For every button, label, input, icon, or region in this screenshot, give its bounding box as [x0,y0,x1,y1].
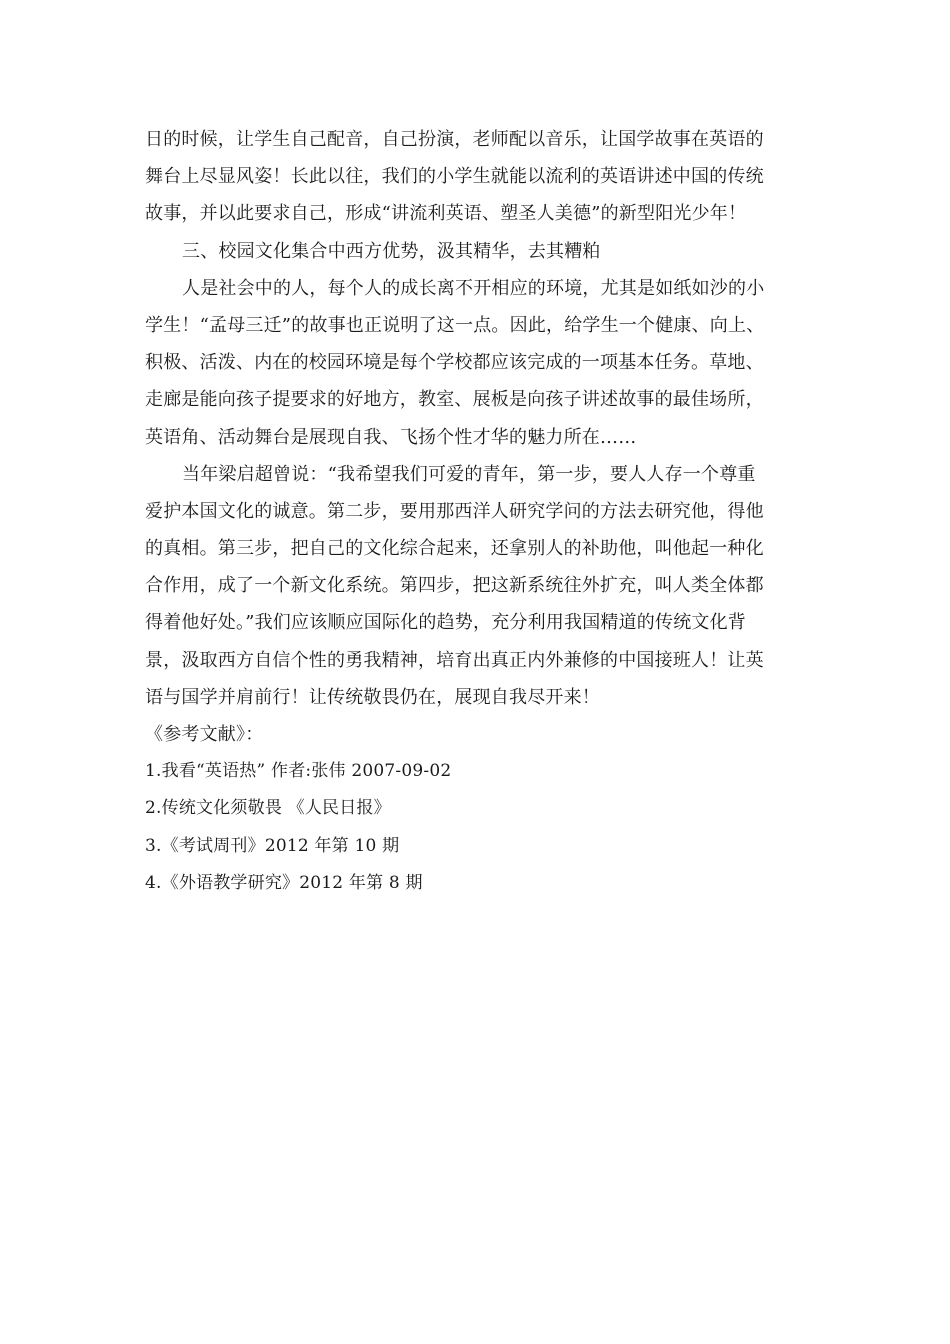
reference-item: 4.《外语教学研究》2012 年第 8 期 [145,872,423,893]
paragraph-line: 人是社会中的人，每个人的成长离不开相应的环境，尤其是如纸如沙的小 [182,277,765,299]
reference-item: 2.传统文化须敬畏 《人民日报》 [145,798,391,819]
paragraph-line: 舞台上尽显风姿！长此以往，我们的小学生就能以流利的英语讲述中国的传统 [145,166,764,188]
references-heading: 《参考文献》： [145,724,264,745]
paragraph-line: 走廊是能向孩子提要求的好地方，教室、展板是向孩子讲述故事的最佳场所， [145,389,764,411]
paragraph-line: 积极、活泼、内在的校园环境是每个学校都应该完成的一项基本任务。草地、 [145,352,764,374]
paragraph-line: 景，汲取西方自信个性的勇我精神，培育出真正内外兼修的中国接班人！让英 [145,649,764,671]
paragraph-line: 学生！“孟母三迁”的故事也正说明了这一点。因此，给学生一个健康、向上、 [145,314,765,336]
paragraph-line: 语与国学并肩前行！让传统敬畏仍在，展现自我尽开来！ [145,686,600,708]
paragraph-line: 英语角、活动舞台是展现自我、飞扬个性才华的魅力所在…… [145,426,637,448]
paragraph-line: 的真相。第三步，把自己的文化综合起来，还拿别人的补助他，叫他起一种化 [145,538,764,560]
paragraph-line: 爱护本国文化的诚意。第二步，要用那西洋人研究学问的方法去研究他，得他 [145,500,764,522]
paragraph-continuation [145,121,815,233]
paragraph-environment [145,270,815,456]
paragraph-line: 日的时候，让学生自己配音，自己扮演，老师配以音乐，让国学故事在英语的 [145,129,764,150]
paragraph-line: 当年梁启超曾说：“我希望我们可爱的青年，第一步，要人人存一个尊重 [182,463,756,485]
references-list [145,753,815,902]
reference-item: 1.我看“英语热” 作者:张伟 2007-09-02 [145,761,452,782]
document-body [145,121,815,902]
paragraph-liang-qichao [145,456,815,716]
paragraph-line: 合作用，成了一个新文化系统。第四步，把这新系统往外扩充，叫人类全体都 [145,575,764,597]
paragraph-line: 得着他好处。”我们应该顺应国际化的趋势，充分利用我国精道的传统文化背 [145,612,746,634]
paragraph-line: 故事，并以此要求自己，形成“讲流利英语、塑圣人美德”的新型阳光少年！ [145,203,747,225]
reference-item: 3.《考试周刊》2012 年第 10 期 [145,835,400,856]
section-heading: 三、校园文化集合中西方优势，汲其精华，去其糟粕 [182,240,601,262]
